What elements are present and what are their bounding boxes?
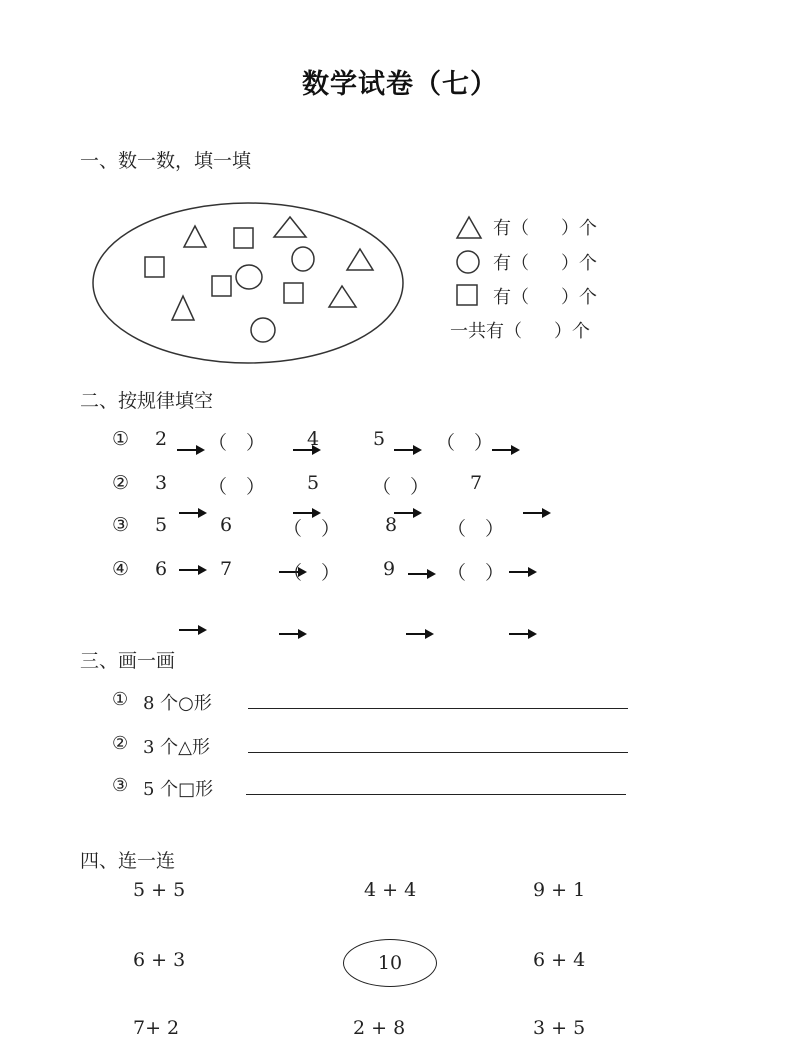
triangle-icon: [172, 296, 194, 320]
pattern-row-3: ③ 5 6 （ ） 8 （ ）: [0, 38, 800, 57]
count-row-total: 一共有（ ）个: [450, 321, 590, 342]
triangle-icon: [274, 217, 306, 237]
drawing-line[interactable]: [246, 794, 626, 795]
count-row-triangle: 有（ ）个: [493, 218, 597, 239]
section3-heading: 三、画一画: [80, 650, 176, 672]
pattern-row-4: ④ 6 7 （ ） 9 （ ）: [0, 57, 800, 76]
expression-right-3[interactable]: 3 + 5: [533, 1017, 586, 1039]
square-icon: [457, 285, 477, 305]
arrow-icon: [492, 449, 518, 451]
answer-blank[interactable]: （ ）: [447, 518, 505, 540]
pattern-row-2: ② 3 （ ） 5 （ ） 7: [0, 19, 800, 38]
answer-ten-oval[interactable]: 10: [343, 939, 437, 987]
expression-left-3[interactable]: 7+ 2: [133, 1017, 180, 1039]
answer-blank[interactable]: （ ）: [283, 518, 341, 540]
expression-middle-bottom[interactable]: 2 + 8: [353, 1017, 406, 1039]
drawing-line[interactable]: [248, 708, 628, 709]
item-marker: ③: [112, 775, 129, 796]
section1-heading: 一、数一数，填一填: [80, 150, 252, 172]
triangle-icon: [457, 217, 481, 238]
triangle-icon: [329, 286, 356, 307]
pattern-row-1: ① 2 （ ） 4 5 （ ）: [0, 0, 800, 19]
expression-left-1[interactable]: 5 + 5: [133, 879, 186, 901]
arrow-icon: [394, 512, 420, 514]
oval-boundary: [93, 203, 403, 363]
answer-blank[interactable]: （ ）: [372, 476, 430, 498]
count-row-circle: 有（ ）个: [493, 253, 597, 274]
item-marker: ③: [112, 514, 130, 536]
section2-heading: 二、按规律填空: [80, 390, 214, 412]
item-marker: ④: [112, 558, 130, 580]
drawing-line[interactable]: [248, 752, 628, 753]
expression-left-2[interactable]: 6 + 3: [133, 949, 186, 971]
square-icon: [284, 283, 303, 303]
section4-heading: 四、连一连: [80, 850, 176, 872]
item-marker: ②: [112, 733, 129, 754]
triangle-icon: [347, 249, 373, 270]
item-marker: ①: [112, 428, 130, 450]
square-icon: [212, 276, 231, 296]
expression-right-2[interactable]: 6 + 4: [533, 949, 586, 971]
circle-icon: [236, 265, 262, 289]
arrow-icon: [177, 449, 203, 451]
item-marker: ②: [112, 472, 130, 494]
circle-icon: [457, 251, 479, 273]
shapes-oval-figure: [0, 0, 800, 400]
count-row-square: 有（ ）个: [493, 287, 597, 308]
answer-blank[interactable]: （ ）: [447, 562, 505, 584]
square-icon: [234, 228, 253, 248]
arrow-icon: [406, 633, 432, 635]
arrow-icon: [279, 633, 305, 635]
arrow-icon: [179, 512, 205, 514]
arrow-icon: [179, 569, 205, 571]
arrow-icon: [394, 449, 420, 451]
expression-right-1[interactable]: 9 + 1: [533, 879, 586, 901]
answer-blank[interactable]: （ ）: [208, 476, 266, 498]
item-marker: ①: [112, 689, 129, 710]
arrow-icon: [179, 629, 205, 631]
expression-middle-top[interactable]: 4 + 4: [364, 879, 417, 901]
circle-icon: [251, 318, 275, 342]
arrow-icon: [509, 633, 535, 635]
arrow-icon: [523, 512, 549, 514]
answer-blank[interactable]: （ ）: [436, 432, 494, 454]
answer-blank[interactable]: （ ）: [208, 432, 266, 454]
circle-icon: [292, 247, 314, 271]
triangle-icon: [184, 226, 206, 247]
answer-blank[interactable]: （ ）: [283, 562, 341, 584]
arrow-icon: [509, 571, 535, 573]
arrow-icon: [408, 573, 434, 575]
square-icon: [145, 257, 164, 277]
page-title: 数学试卷（七）: [302, 69, 498, 100]
